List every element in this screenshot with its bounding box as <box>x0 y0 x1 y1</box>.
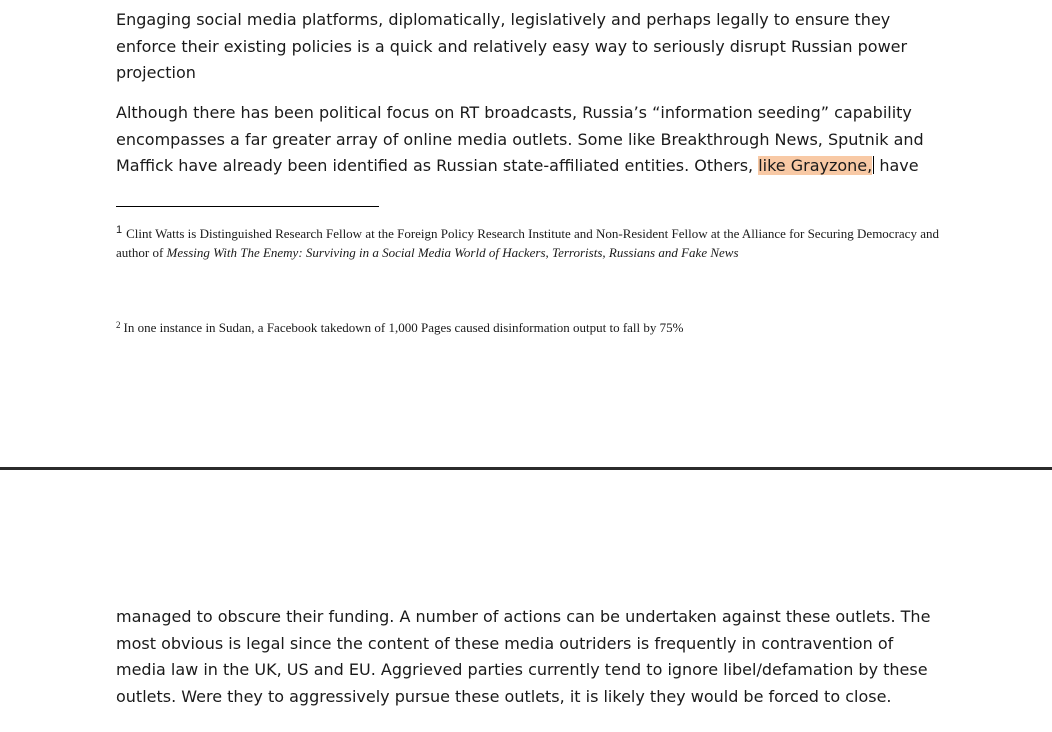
paragraph-information-seeding <box>116 100 946 180</box>
footnote-1 <box>116 221 946 262</box>
page-break-divider <box>0 467 1052 470</box>
paragraph-legal-actions: managed to obscure their funding. A number of actions can be undertaken against these outlets. The most obvious is legal since the content of these media outriders is frequently in contravention of media law in the UK, US and EU. Aggrieved parties currently tend to ignore libel/defamation by these outlets. Were they to aggressively pursue these outlets, it is likely they would be forced to close. <box>116 607 931 706</box>
footnote-2-text: In one instance in Sudan, a Facebook takedown of 1,000 Pages caused disinformation output to fall by 75% <box>123 320 684 335</box>
footnote-2-marker: 2 <box>116 320 121 330</box>
footnote-1-text: Clint Watts is Distinguished Research Fellow at the Foreign Policy Research Institute and Non-Resident Fellow at the Alliance for Securing Democracy and author of <box>116 226 939 260</box>
footnote-1-book-title: Messing With The Enemy: Surviving in a Social Media World of Hackers, Terrorists, Russians and Fake News <box>166 245 739 260</box>
paragraph-text-end: have <box>874 156 919 175</box>
paragraph-text-start: Although there has been political focus on RT broadcasts, Russia’s “information seeding” capability encompasses a far greater array of online media outlets. Some like Breakthrough News, Sputnik and Maffick have already been identified as Russian state-affiliated entities. Others, <box>116 103 924 175</box>
text-selection-highlight[interactable]: like Grayzone, <box>758 156 873 175</box>
footnote-2 <box>116 316 946 337</box>
footnote-1-marker: 1 <box>116 224 123 236</box>
paragraph-social-media: Engaging social media platforms, diplomatically, legislatively and perhaps legally to ensure they enforce their existing policies is a quick and relatively easy way to seriously disrupt Russian power projection <box>116 10 908 82</box>
footnote-separator <box>116 206 379 207</box>
